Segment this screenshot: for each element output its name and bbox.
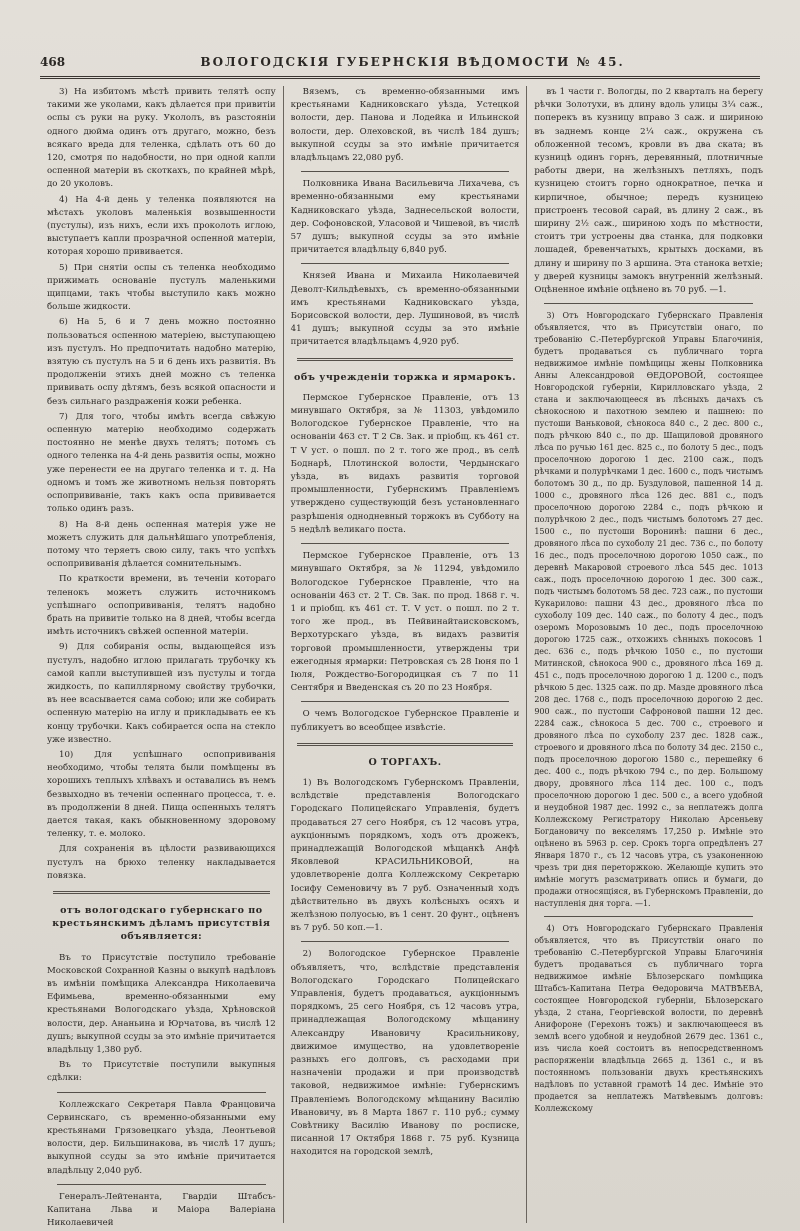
divider [297, 743, 514, 746]
divider [544, 303, 753, 304]
column-left [40, 86, 283, 1229]
divider [57, 1184, 266, 1185]
paragraph: 3) На избитомъ мѣстѣ привить телятѣ оспу такими же уколами, какъ дѣлается при привитіи оспы съ руки на руку. Укололъ, въ разстояніи одного дюйма одинъ отъ другаго, можно, безъ всякаго вреда для теленка, сдѣлать отъ 60 до 120, смотря по надобности, но при одной капли оспенной матеріи въ скоткахъ, по крайней мѣрѣ, до 20 уколовъ. [47, 87, 276, 190]
paragraph: 8) На 8-й день оспенная матерія уже не можетъ служить для дальнѣйшаго употребленія, потому что теряетъ свою силу, такъ что успѣхъ оспопрививанія дѣлается сомнительнымъ. [47, 519, 276, 570]
column-middle [283, 86, 527, 1223]
paragraph: 7) Для того, чтобы имѣть всегда свѣжую оспенную матерію необходимо содержать постоянно не менѣе двухъ телятъ; потомъ съ одного теленка на 4-й день развитія оспы, можно уже перенести ее на другаго теленка и т. д. На одномъ и томъ же животномъ нельзя повторять оспопрививаніе, такъ какъ оспа прививается только одинъ разъ. [47, 411, 276, 515]
notice-heading: отъ вологодскаго губернскаго по крестьянскимъ дѣламъ присутствія объявляется: [52, 904, 271, 943]
paragraph: По краткости времени, въ теченіи котораго теленокъ можетъ служить источникомъ успѣшнаго оспопрививанія, телятъ надобно брать на привитіе только на 8 дней, чтобы всегда имѣть источникъ свѣжей оспенной матеріи. [47, 574, 276, 638]
divider [301, 941, 510, 942]
divider [301, 701, 510, 702]
divider [544, 916, 753, 917]
column-right [526, 86, 770, 1223]
paragraph: въ 1 части г. Вологды, по 2 кварталъ на берегу рѣчки Золотухи, въ длину вдоль улицы 3¼ саж., поперекъ въ кузницу вправо 3 саж. и шириною въ заднемъ конце 2¼ саж., окружена съ обложенной тесомъ, кровли въ два ската; въ кузницѣ одинъ горнъ, деревянный, плотничные работы двери, на желѣзныхъ петляхъ, подъ кузницею стоитъ горно однократное, печка и кирпичное, обычное; передъ кузницею пристроенъ тесовой сарай, въ длину 2 саж., въ ширину 2½ саж., шириною ходъ по мѣстности, стоитъ три устроены два станка, для подковки лошадей, бревенчатыхъ, крытыхъ досками, въ длину и ширину по 3 аршина. Эта станока ветхіе; у дверей кузницы замокъ внутренній желѣзный. Оцѣненное имѣніе оцѣнено въ 70 руб. —1. [534, 87, 764, 296]
divider [53, 891, 270, 894]
paragraph: 3) Отъ Новгородскаго Губернскаго Правленія объявляется, что въ Присутствіи онаго, по требованію С.-Петербургской Управы Благочинія, будетъ продаваться съ публичнаго торга недвижимое имѣніе помѣщицы жены Полковника Анны Александровой ѲЕДОРОВОЙ, состоящее Новгородской губерніи, Кирилловскаго уѣзда, 2 стана и заключающееся въ лѣсныхъ дачахъ съ сѣнокосною и пахотною землею и пашнею: по пустоши Ваньковой, сѣнокоса 840 с., 2 дес. 800 с., подъ рѣчкою 840 с., по др. Шащиловой дровяного лѣса по ручью 161 дес. 825 с., по болоту 5 дес., подъ проселочною дорогою 1 дес. 2100 саж., подъ рѣчками и полурѣчками 1 дес. 1600 с., подъ чистымъ болотомъ 30 д., по др. Буздуловой, пашенной 14 д. 1000 с., дровяного лѣса 126 дес. 881 с., подъ проселочною дорогою 2284 с., подъ рѣчкою и полурѣчкою 2 дес., подъ чистымъ болотомъ 27 дес. 1500 с., по пустоши Воронинѣ: пашни 6 дес., дровяного лѣса по сухоболу 21 дес. 736 с., по болоту 16 дес., подъ проселочною дорогою 1050 саж., по деревнѣ Макаровой строевого лѣса 545 дес. 1013 саж., подъ проселочною дорогою 1 дес. 300 саж., подъ чистымъ болотомъ 58 дес. 723 саж., по пустоши Кукарилово: пашни 43 дес., дровяного лѣса по сухоболу 109 дес. 140 саж., по болоту 4 дес., подъ озеромъ Морозовымъ 10 дес., подъ проселочною дорогою 1725 саж., отхожихъ сѣнныхъ покосовъ 1 дес. 636 с., подъ рѣчкою 1050 с., по пустоши Митинской, сѣнокоса 900 с., дровяного лѣса 169 д. 451 с., подъ проселочною дорогою 1 д. 1200 с., подъ рѣчкою 5 дес. 1325 саж. по др. Мазде дровяного лѣса 208 дес. 1768 с., подъ проселочною дорогою 2 дес. 900 саж., по пустоши Сафроновой пашни 12 дес. 2284 саж., сѣнокоса 5 дес. 700 с., строевого и дровяного лѣса по сухоболу 237 дес. 1828 саж., строевого и дровяного лѣса по болоту 34 дес. 2150 с., подъ проселочною дорогою 1580 с., перешейку 6 дес. 400 с., подъ рѣчкою 794 с., по дер. Большому двору, дровяного лѣса 114 дес. 100 с., подъ проселочною дорогою 1 дес. 500 с., а всего удобной и неудобной 1987 дес. 1992 с., за неплатежъ долга Коллежскому Регистратору Николаю Арсеньеву Богдановичу по векселямъ 17,250 р. Имѣніе это оцѣнено въ 5963 р. сер. Срокъ торга опредѣленъ 27 Января 1870 г., съ 12 часовъ утра, съ узаконенною чрезъ три дня переторжкою. Желающіе купить это имѣніе могутъ разсматривать опись и бумаги, до продажи относящіяся, въ Губернскомъ Правленіи, до наступленія дня торга. —1. [534, 311, 764, 909]
paragraph: Полковника Ивана Васильевича Лихачева, съ временно-обязанными ему крестьянами Кадниковскаго уѣзда, Заднесельской волости, дер. Софоновской, Уласовой и Чишевой, въ числѣ 57 душъ; выкупной ссуды за это имѣніе причитается владѣльцу 6,840 руб. [290, 179, 520, 256]
paragraph: Генералъ-Лейтенанта, Гвардіи Штабсъ-Капитана Льва и Маіора Валеріана Николаевичей [47, 1191, 276, 1229]
paragraph: 1) Въ Вологодскомъ Губернскомъ Правленіи, вслѣдствіе представленія Вологодскаго Городскаго Полицейскаго Управленія, будетъ продаваться 27 сего Ноября, съ 12 часовъ утра, аукціоннымъ порядкомъ, ходъ отъ дрожекъ, принадлежащій Вологодской мѣщанкѣ Анфѣ Яковлевой КРАСИЛЬНИКОВОЙ, на удовлетвореніе долга Коллежскому Секретарю Іосифу Семеновичу въ 7 руб. Означенный ходъ дѣйствительно въ двухъ колѣсныхъ осяхъ и желѣзною полуосью, въ 1 сент. 20 фунт., оцѣненъ въ 7 руб. 50 коп.—1. [290, 777, 520, 934]
paragraph: 10) Для успѣшнаго оспопрививанія необходимо, чтобы телята были помѣщены въ хорошихъ теплыхъ хлѣвахъ и оставались въ немъ безвыходно въ теченіи оспеннаго процесса, т. е. въ продолженіи 8 дней. Пища оспенныхъ телятъ дается такая, какъ обыкновенному здоровому теленку, т. е. молоко. [47, 749, 276, 840]
paragraph: Пермское Губернское Правленіе, отъ 13 минувшаго Октября, за № 11294, увѣдомило Вологодское Губернское Правленіе, что на основаніи 463 ст. 2 Т. Св. Зак. по прод. 1868 г. ч. 1 и пріобщ. къ 461 ст. Т. V уст. о пошл. по 2 т. того же прод., въ Пейвинайтаисковскомъ, Верхотурскаго уѣзда, въ видахъ развитія торговой промышленности, утверждены три ежегодныя ярмарки: Петровская съ 28 Іюня по 1 Іюля, Рождество-Богородицкая съ 7 по 11 Сентября и Введенская съ 20 по 23 Ноября. [290, 551, 520, 694]
paragraph: 4) На 4-й день у теленка появляются на мѣстахъ уколовъ маленькія возвышенности (пустулы), изъ нихъ, если ихъ проколоть иглою, выступаетъ капли прозрачной оспенной матеріи, которая хорошо прививается. [47, 194, 276, 258]
newspaper-title: ВОЛОГОДСКІЯ ГУБЕРНСКІЯ ВѢДОМОСТИ № 45. [200, 55, 625, 69]
paragraph: Въ то Присутствіе поступили выкупныя сдѣлки: [47, 1060, 276, 1084]
paragraph: Въ то Присутствіе поступило требованіе Московской Сохранной Казны о выкупѣ надѣловъ въ имѣніи помѣщика Александра Николаевича Ефимьева, временно-обязанными ему крестьянами Вологодскаго уѣзда, Хрѣновской волости, дер. Ананьина и Юрчатова, въ числѣ 12 душъ; выкупной ссуды за это имѣніе причитается владѣльцу 1,380 руб. [47, 952, 276, 1056]
page-header [40, 48, 760, 79]
paragraph: 6) На 5, 6 и 7 день можно постоянно пользоваться оспенною матеріею, выступающею изъ пустулъ. Но предпочитать надобно матерію, взятую съ пустулъ на 5 и 6 день ихъ развитія. Въ продолженіи этихъ дней можно съ теленка прививать оспу дѣтямъ, безъ всякой опасности и безъ сильнаго раздраженія кожи ребенка. [47, 317, 276, 407]
page-number: 468 [40, 55, 66, 69]
paragraph: Пермское Губернское Правленіе, отъ 13 минувшаго Октября, за № 11303, увѣдомило Вологодское Губернское Правленіе, что на основаніи 463 ст. Т 2 Св. Зак. и пріобщ. къ 461 ст. Т V уст. о пошл. по 2 т. того же прод., въ селѣ Боднарѣ, Плотинской волости, Чердынскаго уѣзда, въ видахъ развитія торговой промышленности, Губернскимъ Правленіемъ утверждено существующій безъ установленнаго разрѣшенія однодневный торжокъ въ Субботу на 5 недѣлѣ великаго поста. [290, 392, 520, 535]
paragraph: Князей Ивана и Михаила Николаевичей Деволт-Кильдѣевыхъ, съ временно-обязанными имъ крестьянами Кадниковскаго уѣзда, Борисовской волости, дер. Лушиновой, въ числѣ 41 душъ; выкупной ссуды за это имѣніе причитается владѣльцамъ 4,920 руб. [290, 271, 520, 348]
paragraph: 2) Вологодское Губернское Правленіе объявляетъ, что, вслѣдствіе представленія Вологодскаго Городскаго Полицейскаго Управленія, будетъ продаваться, аукціоннымъ порядкомъ, 25 сего Ноября, съ 12 часовъ утра, принадлежащая Вологодскому мѣщанину Александру Ивановичу Красильникову, движимое имущество, на удовлетвореніе разныхъ его долговъ, съ расходами при назначеніи продажи и при производствѣ таковой, недвижимое имѣніе: Губернскимъ Правленіемъ Вологодскому мѣщанину Василію Ивановичу, въ 8 Марта 1867 г. 110 руб.; сумму Совѣтнику Василію Иванову по росписке, писанной 17 Октября 1868 г. 75 руб. Кузница находится на городской землѣ, [290, 949, 520, 1158]
section-heading-fairs: объ учрежденіи торжка и ярмарокъ. [294, 371, 517, 383]
paragraph: О чемъ Вологодское Губернское Правленіе и публикуетъ во всеобщее извѣстіе. [290, 709, 520, 733]
divider [297, 358, 514, 361]
divider [301, 171, 510, 172]
paragraph: Для сохраненія въ цѣлости развивающихся пустулъ на брюхо теленку накладывается повязка. [47, 844, 276, 881]
paragraph: 4) Отъ Новгородскаго Губернскаго Правленія объявляется, что въ Присутствіи онаго по требованію С.-Петербургской Управы Благочинія будетъ продаваться съ публичнаго торга недвижимое имѣніе Бѣлозерскаго помѣщика Штабсъ-Капитана Петра Ѳедоровича МАТВѢЕВА, состоящее Новгородской губерніи, Бѣлозерскаго уѣзда, 2 стана, Георгіевской волости, по деревнѣ Анифороне (Герехонъ тожъ) и заключающееся въ землѣ всего удобной и неудобной 2679 дес. 1361 с., изъ числа коей состоитъ въ непосредственномъ распоряженіи владѣльца 2665 д. 1361 с., и въ постоянномъ пользованіи двухъ крестьянскихъ надѣловъ по уставной грамотѣ 14 дес. Имѣніе это продается за неплатежъ Матвѣевымъ долговъ: Коллежскому [534, 924, 764, 1114]
divider [301, 263, 510, 264]
divider [57, 1092, 266, 1093]
section-heading-auctions: О ТОРГАХЪ. [368, 756, 442, 768]
columns [40, 86, 770, 1229]
paragraph: Коллежскаго Секретаря Павла Францовича Сервинскаго, съ временно-обязанными ему крестьянами Грязовецкаго уѣзда, Леонтьевой волости, дер. Бильшинакова, въ числѣ 17 душъ; выкупной ссуды за это имѣніе причитается владѣльцу 2,040 руб. [47, 1099, 276, 1176]
paragraph: 9) Для собиранія оспы, выдающейся изъ пустулъ, надобно иглою прилагать трубочку къ самой капли выступившей изъ пустулы и тогда жидкость, по капиллярному свойству трубочки, въ нее всасывается сама собою; или же собирать оспенную матерію на иглу и прикладывать ее къ концу трубочки. Какъ собирается оспа на стекло уже известно. [47, 642, 276, 745]
paragraph: 5) При снятіи оспы съ теленка необходимо прижимать основаніе пустулъ маленькими щипцами, такъ чтобы выступило какъ можно больше жидкости. [47, 262, 276, 313]
paragraph: Вяземъ, съ временно-обязанными имъ крестьянами Кадниковскаго уѣзда, Устецкой волости, дер. Панова и Лодейка и Ильинской волости, дер. Олеховской, въ числѣ 184 душъ; выкупной ссуды за это имѣніе причитается владѣльцамъ 22,080 руб. [290, 87, 520, 164]
divider [301, 543, 510, 544]
